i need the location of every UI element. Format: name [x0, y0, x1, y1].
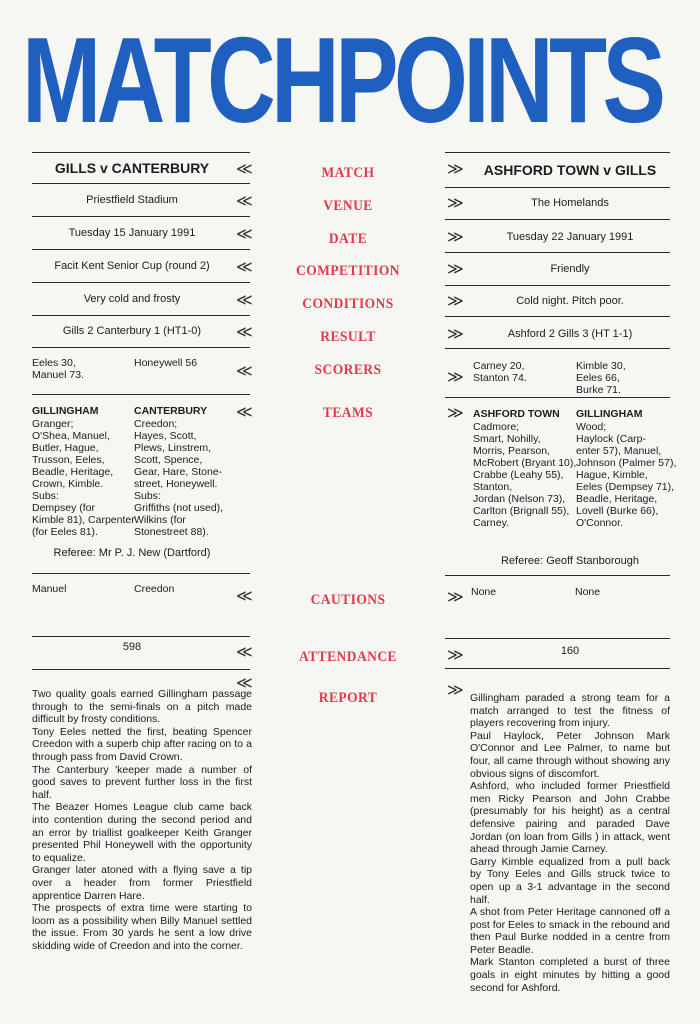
report-paragraph: Ashford, who included former Priestfield men Ricky Pearson and John Crabbe (presumably for his height) as a central defensive pairing and paraded Dave Jordan (on loan from Gills ) in attack, went ahead through Jamie Carney. — [470, 780, 670, 856]
report-paragraph: Gillingham paraded a strong team for a match arranged to test the fitness of players recovering from injury. — [470, 692, 670, 730]
right-rule — [445, 152, 670, 153]
right-rule — [445, 285, 670, 286]
left-rule — [32, 669, 250, 670]
right-scorers-away: Kimble 30, Eeles 66, Burke 71. — [576, 360, 626, 396]
report-paragraph: Paul Haylock, Peter Johnson Mark O'Connor and Lee Palmer, to name but four, all came through without showing any obvious signs of discomfort. — [470, 729, 670, 780]
label-teams: TEAMS — [322, 405, 374, 421]
left-scorers-away: Honeywell 56 — [134, 357, 198, 369]
label-scorers: SCORERS — [314, 362, 382, 378]
left-cautions-away: Creedon — [134, 583, 175, 595]
right-cautions-home: None — [471, 586, 497, 598]
right-team-away-name: GILLINGHAM — [576, 408, 643, 420]
left-team-home-name: GILLINGHAM — [32, 405, 99, 417]
right-conditions: Cold night. Pitch poor. — [516, 295, 624, 307]
left-arrow: ≪ — [236, 226, 253, 243]
right-arrow: ≫ — [447, 229, 464, 246]
left-result: Gills 2 Canterbury 1 (HT1-0) — [62, 325, 202, 337]
right-rule — [445, 575, 670, 576]
right-report — [470, 692, 670, 994]
right-arrow: ≫ — [447, 647, 464, 664]
right-arrow: ≫ — [447, 261, 464, 278]
right-team-home-name: ASHFORD TOWN — [473, 408, 560, 420]
right-referee: Referee: Geoff Stanborough — [500, 555, 639, 567]
left-scorers-home: Eeles 30, Manuel 73. — [32, 357, 84, 381]
right-arrow: ≫ — [447, 369, 464, 386]
report-paragraph: The prospects of extra time were starting to loom as a possibility when Billy Manuel settled the issue. From 30 yards he sent a low drive skidding wide of Creedon and into the corner. — [32, 902, 252, 952]
right-result: Ashford 2 Gills 3 (HT 1-1) — [507, 328, 633, 340]
left-rule — [32, 282, 250, 283]
left-arrow: ≪ — [236, 161, 253, 178]
right-arrow: ≫ — [447, 682, 464, 699]
left-arrow: ≪ — [236, 324, 253, 341]
right-rule — [445, 397, 670, 398]
right-arrow: ≫ — [447, 195, 464, 212]
label-venue: VENUE — [323, 198, 373, 214]
report-paragraph: Tony Eeles netted the first, beating Spencer Creedon with a superb chip after racing on to a through pass from David Crown. — [32, 725, 252, 763]
right-attendance: 160 — [560, 645, 580, 657]
right-rule — [445, 187, 670, 188]
label-competition: COMPETITION — [296, 263, 400, 279]
left-arrow: ≪ — [236, 675, 253, 692]
left-team-away: Creedon; Hayes, Scott, Plews, Linstrem, Scott, Spence, Gear, Hare, Stone- street, Honeywell. Subs: Griffiths (not used), Wilkins (for Stonestreet 88). — [134, 418, 224, 538]
left-competition: Facit Kent Senior Cup (round 2) — [54, 260, 210, 272]
label-match: MATCH — [321, 165, 375, 181]
page-title: MATCHPOINTS — [22, 12, 662, 148]
label-date: DATE — [328, 231, 368, 247]
left-rule — [32, 216, 250, 217]
label-report: REPORT — [318, 690, 378, 706]
label-result: RESULT — [320, 329, 376, 345]
left-rule — [32, 249, 250, 250]
left-rule — [32, 347, 250, 348]
label-conditions: CONDITIONS — [302, 296, 394, 312]
right-match: ASHFORD TOWN v GILLS — [483, 162, 657, 178]
left-date: Tuesday 15 January 1991 — [68, 227, 196, 239]
right-team-away: Wood; Haylock (Carp- enter 57), Manuel, Johnson (Palmer 57), Hague, Kimble, Eeles (Dempsey 71), Beadle, Heritage, Lovell (Burke 66), O'Connor. — [576, 421, 677, 529]
report-paragraph: Granger later atoned with a flying save a tip over a header from former Priestfield apprentice Darren Hare. — [32, 864, 252, 902]
left-rule — [32, 183, 250, 184]
right-venue: The Homelands — [531, 197, 609, 209]
left-referee: Referee: Mr P. J. New (Dartford) — [53, 547, 211, 559]
left-cautions-home: Manuel — [32, 583, 67, 595]
right-team-home: Cadmore; Smart, Nohilly, Morris, Pearson, McRobert (Bryant 10), Crabbe (Leahy 55), Stanton, Jordan (Nelson 73), Carlton (Brignall 55), Carney. — [473, 421, 577, 529]
report-paragraph: Garry Kimble equalized from a pull back by Tony Eeles and Gills struck twice to open up a 3-1 advantage in the second half. — [470, 855, 670, 906]
right-cautions-away: None — [575, 586, 601, 598]
left-attendance: 598 — [122, 641, 142, 653]
right-rule — [445, 316, 670, 317]
left-report — [32, 688, 252, 952]
right-rule — [445, 668, 670, 669]
left-arrow: ≪ — [236, 259, 253, 276]
left-arrow: ≪ — [236, 292, 253, 309]
right-rule — [445, 252, 670, 253]
left-rule — [32, 394, 250, 395]
label-cautions: CAUTIONS — [310, 592, 386, 608]
left-rule — [32, 573, 250, 574]
left-match: GILLS v CANTERBURY — [54, 160, 210, 176]
right-arrow: ≫ — [447, 326, 464, 343]
left-venue: Priestfield Stadium — [86, 194, 178, 206]
left-rule — [32, 636, 250, 637]
left-arrow: ≪ — [236, 363, 253, 380]
right-arrow: ≫ — [447, 589, 464, 606]
left-team-away-name: CANTERBURY — [134, 405, 208, 417]
left-arrow: ≪ — [236, 588, 253, 605]
report-paragraph: The Beazer Homes League club came back into contention during the second period and an error by triallist goalkeeper Keith Granger presented Phil Honeywell with the opportunity to equalize. — [32, 801, 252, 864]
left-arrow: ≪ — [236, 404, 253, 421]
right-rule — [445, 219, 670, 220]
right-rule — [445, 348, 670, 349]
right-date: Tuesday 22 January 1991 — [506, 231, 634, 243]
report-paragraph: A shot from Peter Heritage cannoned off a post for Eeles to smack in the rebound and then Paul Burke nodded in a centre from Peter Beadle. — [470, 906, 670, 956]
right-competition: Friendly — [550, 263, 590, 275]
left-arrow: ≪ — [236, 193, 253, 210]
right-scorers-home: Carney 20, Stanton 74. — [473, 360, 527, 384]
report-paragraph: Mark Stanton completed a burst of three goals in eight minutes by hitting a good second for Ashford. — [470, 956, 670, 994]
left-team-home: Granger; O'Shea, Manuel, Butler, Hague, Trusson, Eeles, Beadle, Heritage, Crown, Kimble. Subs: Dempsey (for Kimble 81), Carpenter (for Eeles 81). — [32, 418, 135, 538]
report-paragraph: The Canterbury 'keeper made a number of good saves to prevent further loss in the first half. — [32, 763, 252, 801]
left-rule — [32, 315, 250, 316]
right-arrow: ≫ — [447, 161, 464, 178]
report-paragraph: Two quality goals earned Gillingham passage through to the semi-finals on a pitch made difficult by frosty conditions. — [32, 688, 252, 726]
right-rule — [445, 638, 670, 639]
left-conditions: Very cold and frosty — [83, 293, 181, 305]
label-attendance: ATTENDANCE — [298, 649, 398, 665]
left-top-rule — [32, 152, 250, 153]
left-arrow: ≪ — [236, 644, 253, 661]
right-arrow: ≫ — [447, 293, 464, 310]
right-arrow: ≫ — [447, 405, 464, 422]
